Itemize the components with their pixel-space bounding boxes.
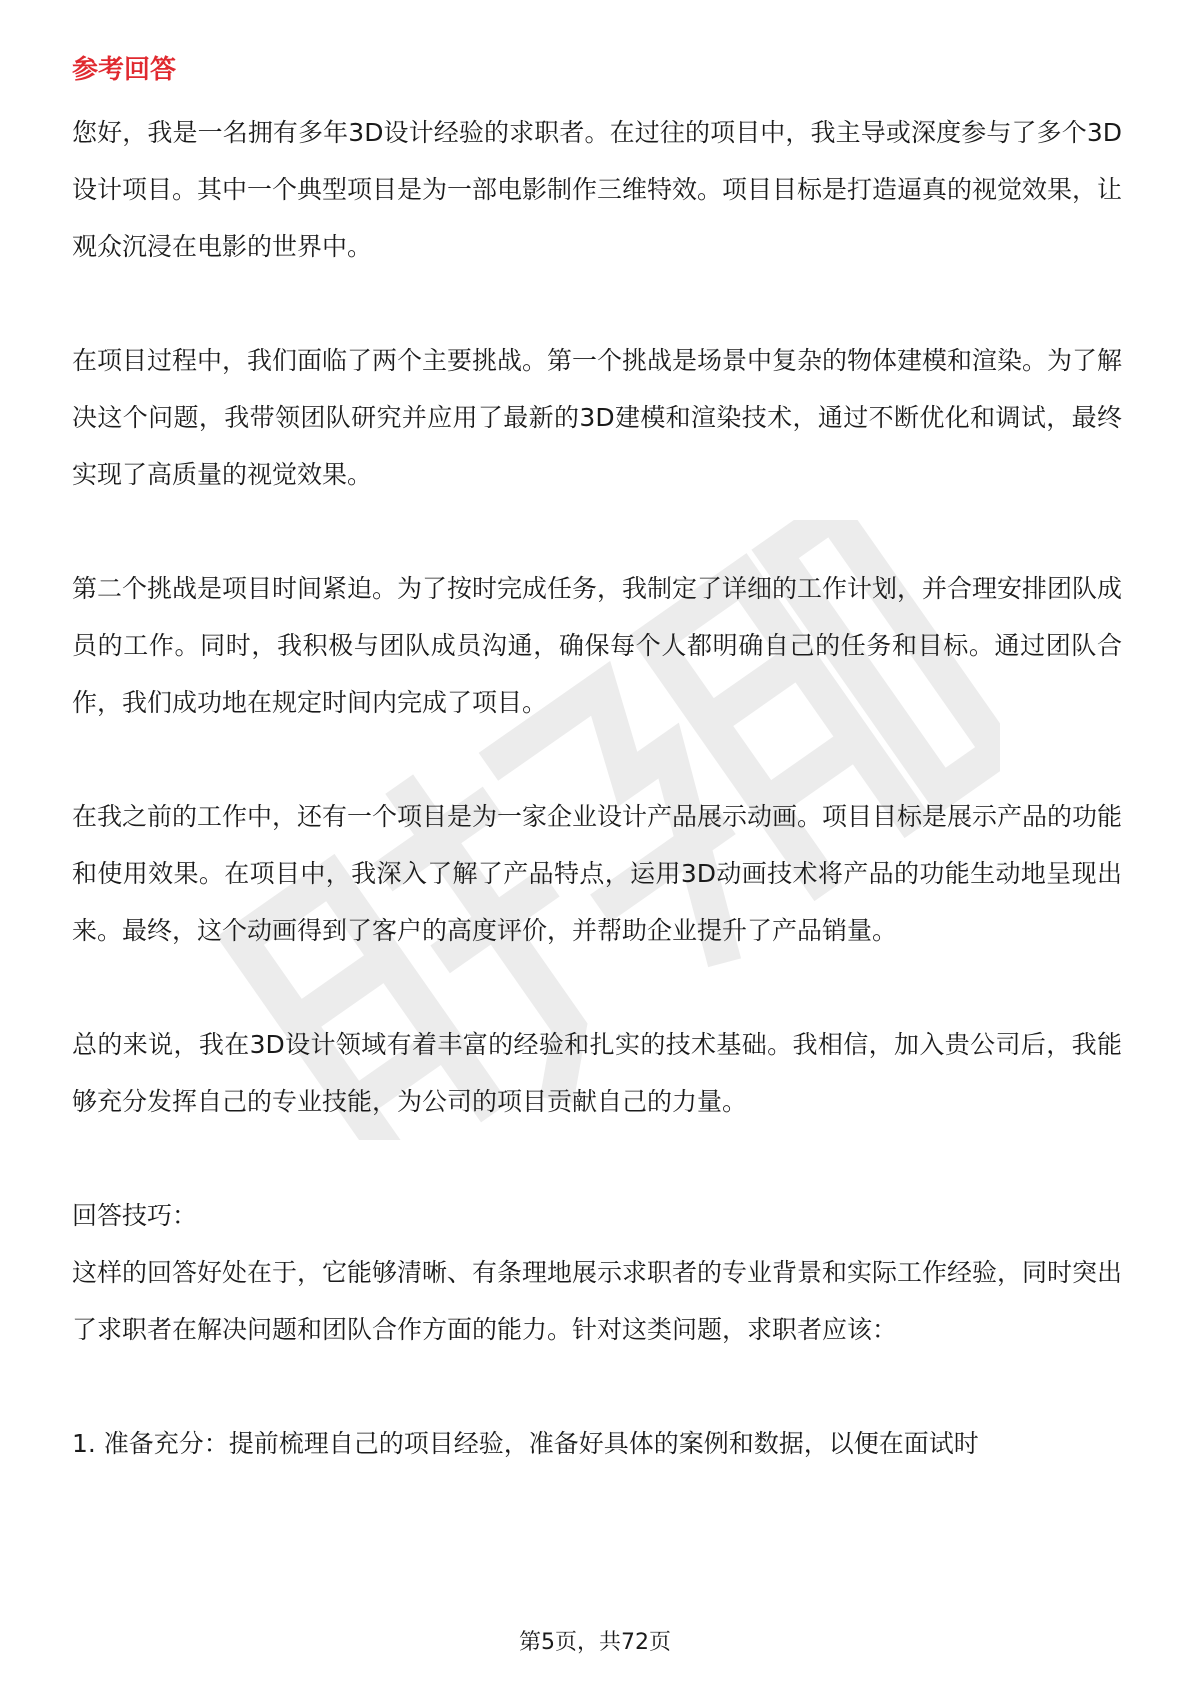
tips-intro: 这样的回答好处在于，它能够清晰、有条理地展示求职者的专业背景和实际工作经验，同时突出了求职者在解决问题和团队合作方面的能力。针对这类问题，求职者应该： (72, 1258, 1123, 1344)
paragraph-gap (72, 1358, 1122, 1415)
paragraph-previous-project: 在我之前的工作中，还有一个项目是为一家企业设计产品展示动画。项目目标是展示产品的功能和使用效果。在项目中，我深入了解了产品特点，运用3D动画技术将产品的功能生动地呈现出来。最终，这个动画得到了客户的高度评价，并帮助企业提升了产品销量。 (72, 802, 1123, 945)
paragraph-gap (72, 959, 1122, 1016)
paragraph-gap (72, 503, 1122, 560)
paragraph-intro: 您好，我是一名拥有多年3D设计经验的求职者。在过往的项目中，我主导或深度参与了多个3D设计项目。其中一个典型项目是为一部电影制作三维特效。项目目标是打造逼真的视觉效果，让观众沉浸在电影的世界中。 (72, 118, 1123, 261)
paragraph-gap (72, 275, 1122, 332)
tip-item: 1. 准备充分：提前梳理自己的项目经验，准备好具体的案例和数据，以便在面试时 (72, 1429, 979, 1458)
paragraph-challenge-two: 第二个挑战是项目时间紧迫。为了按时完成任务，我制定了详细的工作计划，并合理安排团队成员的工作。同时，我积极与团队成员沟通，确保每个人都明确自己的任务和目标。通过团队合作，我们成功地在规定时间内完成了项目。 (72, 574, 1123, 717)
paragraph-challenge-one: 在项目过程中，我们面临了两个主要挑战。第一个挑战是场景中复杂的物体建模和渲染。为了解决这个问题，我带领团队研究并应用了最新的3D建模和渲染技术，通过不断优化和调试，最终实现了高质量的视觉效果。 (72, 346, 1123, 489)
paragraph-gap (72, 731, 1122, 788)
paragraph-summary: 总的来说，我在3D设计领域有着丰富的经验和扎实的技术基础。我相信，加入贵公司后，我能够充分发挥自己的专业技能，为公司的项目贡献自己的力量。 (72, 1030, 1122, 1116)
document-body (72, 48, 1122, 1472)
section-title: 参考回答 (72, 55, 177, 85)
tips-heading: 回答技巧： (72, 1201, 198, 1230)
page-footer: 第5页，共72页 (519, 1630, 671, 1655)
paragraph-gap (72, 1130, 1122, 1187)
